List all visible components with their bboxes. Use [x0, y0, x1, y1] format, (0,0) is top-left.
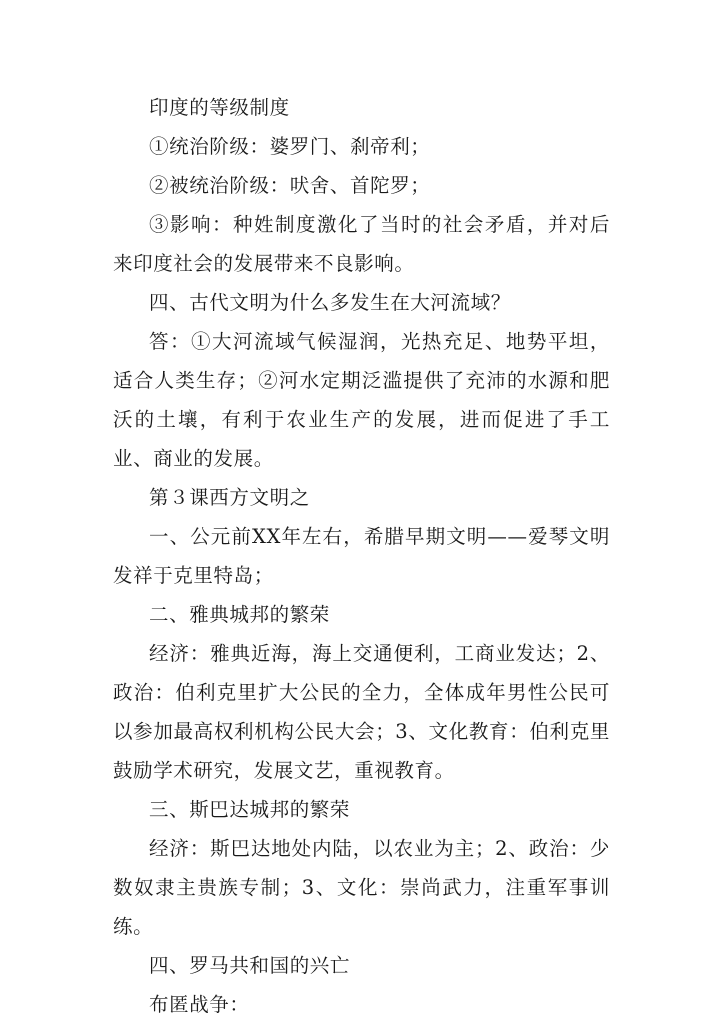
paragraph-athens-details: 经济：雅典近海，海上交通便利，工商业发达；2、政治：伯利克里扩大公民的全力，全体成年男性公民可以参加最高权利机构公民大会；3、文化教育：伯利克里鼓励学术研究，发展文艺，重视教育。 [113, 642, 610, 782]
paragraph-athens-heading: 二、雅典城邦的繁荣 [149, 603, 330, 626]
paragraph-sparta-heading: 三、斯巴达城邦的繁荣 [149, 798, 351, 821]
paragraph-sparta-details: 经济：斯巴达地处内陆，以农业为主；2、政治：少数奴隶主贵族专制；3、文化：崇尚武力，注重军事训练。 [113, 837, 610, 938]
paragraph-answer-river-civilization: 答：①大河流域气候湿润，光热充足、地势平坦，适合人类生存；②河水定期泛滥提供了充沛的水源和肥沃的土壤，有利于农业生产的发展，进而促进了手工业、商业的发展。 [113, 330, 610, 470]
paragraph-impact: ③影响：种姓制度激化了当时的社会矛盾，并对后来印度社会的发展带来不良影响。 [113, 213, 610, 275]
paragraph-lesson-3-title: 第３课西方文明之 [149, 486, 310, 509]
paragraph-question-river-civilization: 四、古代文明为什么多发生在大河流域？ [149, 291, 511, 314]
paragraph-greek-early-civilization: 一、公元前XX年左右，希腊早期文明——爱琴文明发祥于克里特岛； [113, 525, 610, 587]
paragraph-roman-republic-heading: 四、罗马共和国的兴亡 [149, 954, 351, 977]
paragraph-ruled-class: ②被统治阶级：吠舍、首陀罗； [149, 174, 431, 197]
paragraph-ruling-class: ①统治阶级：婆罗门、刹帝利； [149, 135, 431, 158]
paragraph-india-caste-heading: 印度的等级制度 [149, 96, 290, 119]
paragraph-punic-wars: 布匿战争： [149, 993, 250, 1016]
